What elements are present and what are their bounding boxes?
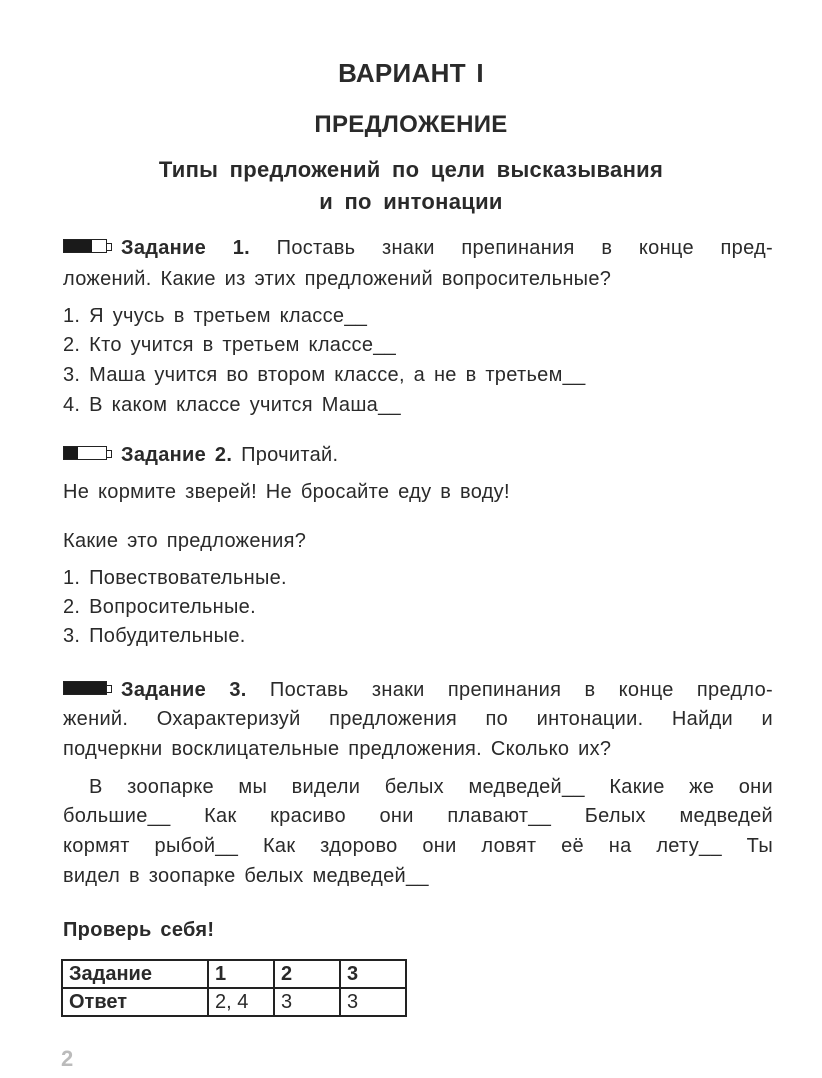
- task-text: Прочитай.: [241, 444, 339, 466]
- table-cell: Задание: [62, 960, 208, 988]
- table-cell: 3: [340, 988, 406, 1016]
- list-item: 4. В каком классе учится Маша__: [63, 394, 401, 416]
- task-label: Задание 2.: [121, 444, 233, 466]
- task2-heading: [63, 443, 338, 467]
- task1-line2: ложений. Какие из этих предложений вопросительные?: [63, 268, 612, 290]
- exercise-paragraph-line: В зоопарке мы видели белых медведей__ Какие же они: [89, 776, 773, 798]
- list-item: 3. Маша учится во втором классе, а не в третьем__: [63, 364, 586, 386]
- exercise-paragraph-line: кормят рыбой__ Как здорово они ловят её на лету__ Ты: [63, 835, 773, 857]
- task1-heading: [63, 236, 773, 260]
- table-cell: 1: [208, 960, 274, 988]
- task-label: Задание 3.: [121, 679, 247, 701]
- list-item: 3. Побудительные.: [63, 625, 246, 647]
- table-cell: 3: [340, 960, 406, 988]
- list-item: 2. Вопросительные.: [63, 596, 256, 618]
- difficulty-battery-icon: [63, 239, 107, 253]
- page-number: 2: [61, 1046, 74, 1071]
- table-row: [62, 960, 406, 988]
- table-cell: Ответ: [62, 988, 208, 1016]
- exercise-paragraph-line: видел в зоопарке белых медведей__: [63, 865, 429, 887]
- topic-title-line1: Типы предложений по цели высказывания: [158, 157, 664, 182]
- task3-line2: жений. Охарактеризуй предложения по интонации. Найди и: [63, 708, 773, 730]
- task-text: Поставь знаки препинания в конце пред-: [276, 237, 773, 259]
- task2-question: Какие это предложения?: [63, 530, 307, 552]
- difficulty-battery-icon: [63, 681, 107, 695]
- task-text: Поставь знаки препинания в конце предло-: [269, 679, 774, 701]
- table-cell: 2: [274, 960, 340, 988]
- exercise-paragraph-line: большие__ Как красиво они плавают__ Белых медведей: [63, 805, 773, 827]
- task3-heading: [63, 678, 773, 702]
- answer-table: [61, 959, 407, 1017]
- list-item: 2. Кто учится в третьем классе__: [63, 334, 397, 356]
- task2-text: Не кормите зверей! Не бросайте еду в воду!: [63, 481, 510, 503]
- difficulty-battery-icon: [63, 446, 107, 460]
- list-item: 1. Я учусь в третьем классе__: [63, 305, 368, 327]
- variant-title: ВАРИАНТ I: [338, 58, 484, 88]
- table-row: [62, 988, 406, 1016]
- check-title: Проверь себя!: [63, 919, 215, 941]
- list-item: 1. Повествовательные.: [63, 567, 287, 589]
- topic-title-line2: и по интонации: [319, 189, 503, 214]
- table-cell: 3: [274, 988, 340, 1016]
- table-cell: 2, 4: [208, 988, 274, 1016]
- task-label: Задание 1.: [121, 237, 250, 259]
- section-title: ПРЕДЛОЖЕНИЕ: [314, 111, 508, 138]
- task3-line3: подчеркни восклицательные предложения. Сколько их?: [63, 738, 612, 760]
